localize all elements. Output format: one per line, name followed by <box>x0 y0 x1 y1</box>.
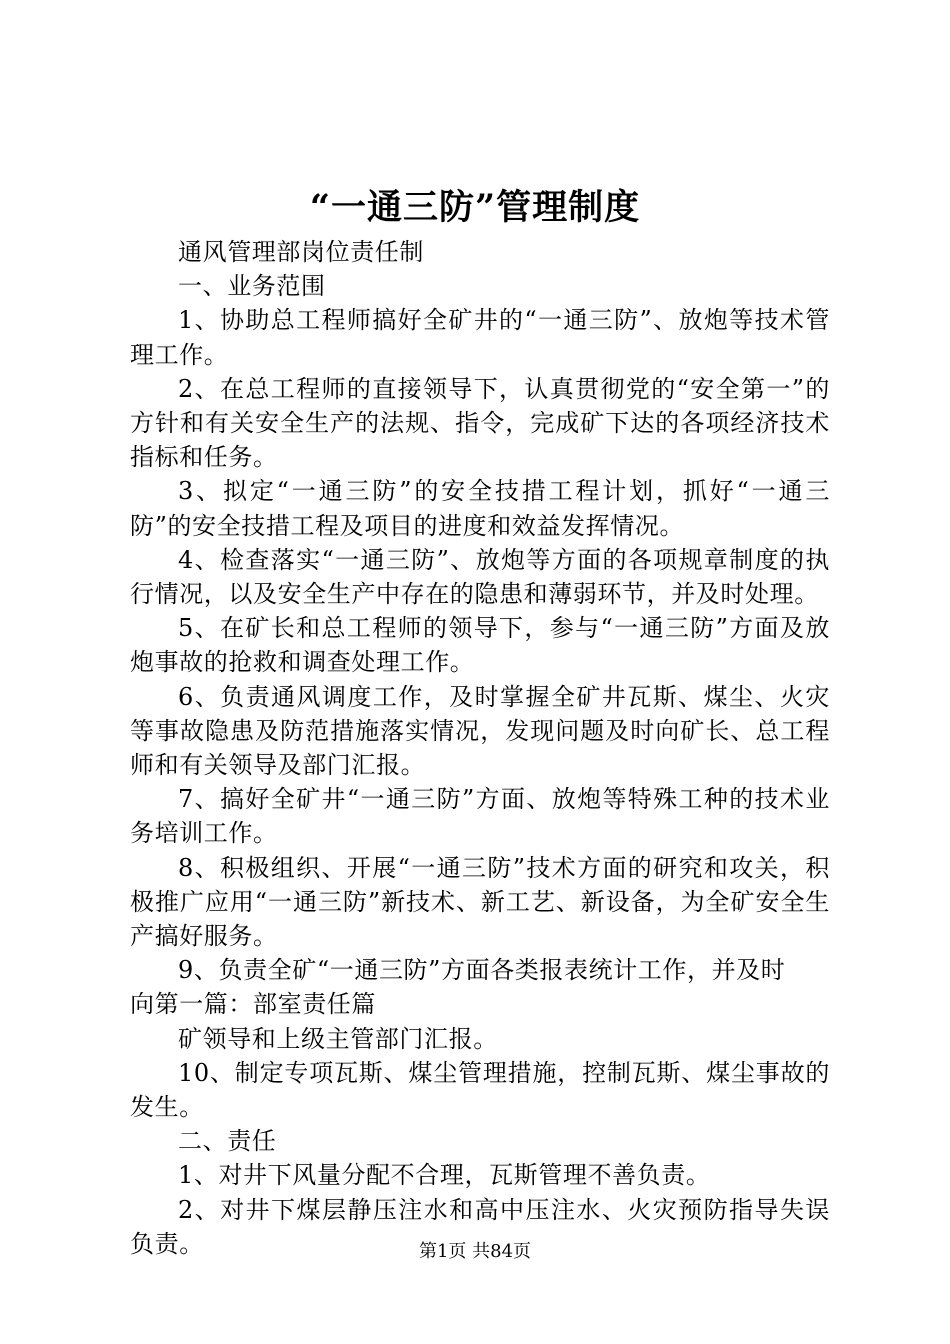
document-title: “一通三防”管理制度 <box>309 187 641 228</box>
page-number: 第1页 共84页 <box>418 1241 532 1262</box>
paragraph: 向第一篇：部室责任篇 <box>130 990 376 1019</box>
document-body <box>130 235 830 1261</box>
paragraph: 2、在总工程师的直接领导下，认真贯彻党的“安全第一”的方针和有关安全生产的法规、指令，完成矿下达的各项经济技术指标和任务。 <box>130 374 830 472</box>
paragraph: 9、负责全矿“一通三防”方面各类报表统计工作，并及时 <box>178 956 786 985</box>
paragraph: 10、制定专项瓦斯、煤尘管理措施，控制瓦斯、煤尘事故的发生。 <box>130 1058 830 1122</box>
section-heading: 一、业务范围 <box>178 272 326 301</box>
paragraph: 5、在矿长和总工程师的领导下，参与“一通三防”方面及放炮事故的抢救和调查处理工作。 <box>130 614 830 677</box>
paragraph: 矿领导和上级主管部门汇报。 <box>178 1024 498 1053</box>
paragraph: 6、负责通风调度工作，及时掌握全矿井瓦斯、煤尘、火灾等事故隐患及防范措施落实情况，发现问题及时向矿长、总工程师和有关领导及部门汇报。 <box>130 682 830 780</box>
paragraph: 3、拟定“一通三防”的安全技措工程计划，抓好“一通三防”的安全技措工程及项目的进度和效益发挥情况。 <box>130 477 830 540</box>
paragraph: 1、对井下风量分配不合理，瓦斯管理不善负责。 <box>178 1161 711 1190</box>
section-heading: 二、责任 <box>178 1127 277 1156</box>
paragraph: 4、检查落实“一通三防”、放炮等方面的各项规章制度的执行情况，以及安全生产中存在的隐患和薄弱环节，并及时处理。 <box>130 545 830 609</box>
paragraph: 1、协助总工程师搞好全矿井的“一通三防”、放炮等技术管理工作。 <box>130 306 830 369</box>
paragraph: 7、搞好全矿井“一通三防”方面、放炮等特殊工种的技术业务培训工作。 <box>130 785 830 848</box>
paragraph: 通风管理部岗位责任制 <box>178 238 424 266</box>
paragraph: 2、对井下煤层静压注水和高中压注水、火灾预防指导失误负责。 <box>130 1195 830 1258</box>
paragraph: 8、积极组织、开展“一通三防”技术方面的研究和攻关，积极推广应用“一通三防”新技术、新工艺、新设备，为全矿安全生产搞好服务。 <box>130 853 830 951</box>
